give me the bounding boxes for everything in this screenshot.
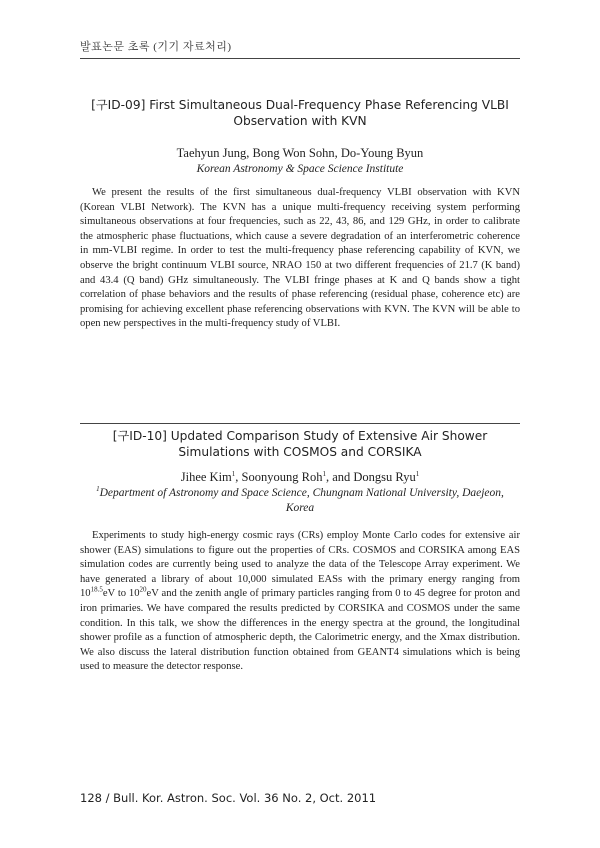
affiliation: Korean Astronomy & Space Science Institute [196, 163, 404, 175]
author-sup: 1 [231, 469, 236, 478]
affiliation-line: Korea [285, 502, 315, 514]
section-rule [80, 423, 520, 424]
running-header: 발표논문 초록 (기기 자료처리) [80, 41, 232, 53]
author-name: Soonyoung Roh [241, 470, 323, 484]
author-list: Taehyun Jung, Bong Won Sohn, Do-Young Byun [176, 146, 424, 160]
body-text: eV and the zenith angle of primary particles ranging from 0 to 45 degree for proton and iron primaries. We have compared the results predicted by CORSIKA and COSMOS under the same condition. In this talk, we show the differences in the energy spectra at the ground, the longitudinal shower profile as a function of atmospheric depth, the Calorimetric energy, and the Xmax distribution. We also discuss the lateral distribution function obtained from GEANT4 simulations which is being used to measure the detector response. [80, 588, 520, 673]
exponent: 18.5 [90, 585, 103, 594]
header-rule [80, 58, 520, 59]
page-footer: 128 / Bull. Kor. Astron. Soc. Vol. 36 No. 2, Oct. 2011 [80, 791, 377, 805]
body-text: Experiments to study high-energy cosmic rays (CRs) employ Monte Carlo codes for extensive air shower (EAS) simulations to figure out the properties of CRs. COSMOS and CORSIKA among EAS simulation codes are currently being used to analyze the data of the Telescope Array experiment. We have generated a library of about 10,000 simulated EASs with the primary energy ranging from 10 [80, 530, 520, 600]
abstract-body [80, 529, 520, 675]
title-line: [구ID-09] First Simultaneous Dual-Frequency Phase Referencing VLBI [91, 98, 509, 112]
abstract-title [80, 428, 520, 460]
author-list: Jihee Kim$^1$, Soonyoung Roh$^1$, and Dongsu Ryu$^1$ [180, 469, 420, 484]
affiliation [80, 486, 520, 516]
abstract-title [80, 97, 520, 129]
author-name: Dongsu Ryu [353, 470, 416, 484]
title-line: Simulations with COSMOS and CORSIKA [178, 445, 422, 459]
title-line: [구ID-10] Updated Comparison Study of Extensive Air Shower [112, 429, 488, 443]
affil-sup: 1 [96, 485, 100, 494]
author-sup: 1 [415, 469, 420, 478]
author-sup: 1 [322, 469, 326, 478]
body-text: eV to 10 [102, 588, 140, 600]
author-name: Jihee Kim [180, 470, 232, 484]
abstract-body: We present the results of the first simultaneous dual-frequency VLBI observation with KVN (Korean VLBI Network). The KVN has a unique multi-frequency receiving system performing simultaneous observations at four frequencies, such as 22, 43, 86, and 129 GHz, in order to calibrate the atmospheric phase fluctuations, which cause a severe degradation of an interferometric coherence in mm-VLBI regime. In order to test the multi-frequency phase referencing capability of KVN, we observe the bright continuum VLBI source, NRAO 150 at two different frequencies of 21.7 (K band) and 43.4 (Q band) GHz simultaneously. The VLBI fringe phases at K and Q bands show a tight correlation of phase behaviors and the results of phase referencing (residual phase, coherence etc) are promising for achieving excellent phase referencing observations with KVN. The KVN will be able to open new perspectives in the multi-frequency study of VLBI. [80, 187, 520, 330]
affiliation-line: Department of Astronomy and Space Science, Chungnam National University, Daejeon, [99, 487, 504, 499]
exponent: 20 [139, 585, 147, 594]
title-line: Observation with KVN [233, 114, 367, 128]
